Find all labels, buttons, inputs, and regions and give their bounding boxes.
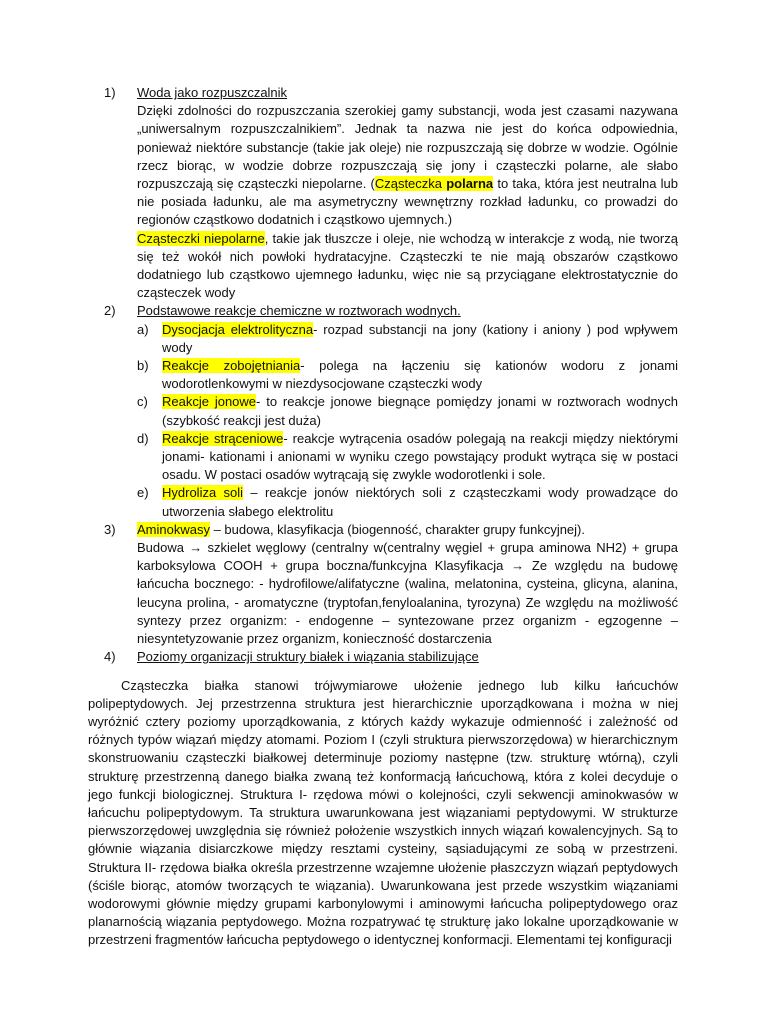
list-item-text [162,357,678,393]
highlighted-term-bold: polarna [446,176,494,192]
section-content [137,302,678,520]
highlighted-term: Aminokwasy [137,521,210,537]
section-heading: Woda jako rozpuszczalnik [137,85,288,100]
heading-text: – budowa, klasyfikacja (biogenność, charakter grupy funkcyjnej). [209,521,585,537]
section-paragraph [137,230,678,303]
highlighted-term: Reakcje jonowe [162,394,257,410]
list-item [137,430,678,485]
definition-text: - to reakcje jonowe biegnące pomiędzy jonami w roztworach wodnych (szybkość reakcji jest duża) [162,394,678,428]
definition-text: - polega na łączeniu się kationów wodoru z jonami wodorotlenkowymi w niezdysocjowane cząsteczki wody [162,358,678,392]
highlighted-term: Dysocjacja elektrolityczna [162,321,314,337]
section-heading: Podstawowe reakcje chemiczne w roztworach wodnych. [137,303,461,319]
list-letter: d) [137,430,149,446]
body-paragraph: Cząsteczka białka stanowi trójwymiarowe ułożenie jednego lub kilku łańcuchów polipeptydowych. Jej przestrzenna struktura jest hierarchicznie uporządkowana i można w niej wyróżnić cztery poziomy uporządkowania, z których każdy wykazuje odmienność i zależność od różnych typów wiązań między atomami. Poziom I (czyli struktura pierwszorzędowa) w hierarchicznym skonstruowaniu cząsteczki białkowej determinuje poziomy następne (tzw. strukturę wtórną), czyli strukturę przestrzenną danego białka zwaną też konformacją łańcuchową, która z kolei decyduje o jego funkcji biologicznej. Struktura I- rzędowa mówi o kolejności, czyli sekwencji aminokwasów w łańcuchu polipeptydowym. Ta struktura uwarunkowana jest wiązaniami peptydowymi. W strukturze pierwszorzędowej uwzględnia się również położenie wszystkich innych wiązań kowalencyjnych. Są to głównie wiązania disiarczkowe między resztami cysteiny, sąsiadującymi ze sobą w przestrzeni. Struktura II- rzędowa białka określa przestrzenne wzajemne ułożenie płaszczyzn wiązań peptydowych (ściśle biorąc, atomów tworzących te wiązania). Uwarunkowana jest przede wszystkim wiązaniami wodorowymi głównie między grupami karbonylowymi i aminowymi łańcucha polipeptydowego oraz planarnością wiązania peptydowego. Można rozpatrywać tę strukturę jako lokalne uporządkowanie w przestrzeni fragmentów łańcucha peptydowego o identycznej konformacji. Elementami tej konfiguracji [88,677,678,948]
list-letter: c) [137,394,148,410]
list-item-text [162,430,678,485]
section-heading [137,521,678,539]
list-item-text [162,321,678,357]
list-letter: b) [137,358,149,374]
section-4 [104,648,678,666]
definition-text: - reakcje wytrącenia osadów polegają na reakcji między niektórymi jonami- kationami i anionami w wyniku czego powstający produkt wytrąca się w postaci osadu. W postaci osadów wytrącają się zwykle wodorotlenki i sole. [162,430,678,483]
highlighted-term [375,176,493,191]
highlighted-term: Reakcje strąceniowe [162,430,284,446]
section-number: 4) [104,649,116,665]
definition-text: - rozpad substancji na jony (kationy i aniony ) pod wpływem wody [162,321,678,355]
list-letter: e) [137,485,149,501]
list-item-text [162,393,678,429]
section-content [137,521,678,648]
section-number: 3) [104,521,116,537]
section-paragraph [137,102,678,229]
list-item-text [162,484,678,520]
paragraph-text: , takie jak tłuszcze i oleje, nie wchodzą w interakcje z wodą, nie tworzą się też wokół nich powłoki hydratacyjne. Cząsteczki te nie mają obszarów cząstkowo dodatniego lub cząstkowo ujemnego ładunku, więc nie są przyciągane elektrostatycznie do cząsteczek wody [137,230,678,301]
paragraph-text: to taka, która jest neutralna lub nie posiada ładunku, ale ma asymetryczny wewnętrzny rozkład ładunku, co prowadzi do regionów cząstkowo dodatnich i cząstkowo ujemnych.) [137,176,678,228]
definition-text: – reakcje jonów niektórych soli z cząsteczkami wody prowadzące do utworzenia słabego elektrolitu [162,485,678,519]
list-item [137,321,678,357]
list-item [137,357,678,393]
section-heading: Poziomy organizacji struktury białek i wiązania stabilizujące [137,649,479,665]
highlighted-term: Reakcje zobojętniania [162,358,301,374]
section-2 [104,302,678,520]
section-number: 2) [104,303,116,319]
list-item [137,393,678,429]
list-item [137,484,678,520]
section-content [137,648,678,666]
highlighted-term: Cząsteczki niepolarne [137,230,265,246]
section-number: 1) [104,85,116,100]
highlighted-term: Hydroliza soli [162,485,244,501]
paragraph-text: Dzięki zdolności do rozpuszczania szerokiej gamy substancji, woda jest czasami nazywana „uniwersalnym rozpuszczalnikiem”. Jednak ta nazwa nie jest do końca odpowiednia, ponieważ niektóre substancje (takie jak oleje) nie rozpuszczają się dobrze w wodzie. Ogólnie rzecz biorąc, w wodzie dobrze rozpuszczają się jony i cząsteczki polarne, ale słabo rozpuszczają się cząsteczki niepolarne. ( [137,103,678,192]
highlighted-term-part: Cząsteczka [374,176,447,192]
section-1 [104,84,678,302]
section-paragraph: Budowa → szkielet węglowy (centralny w(centralny węgiel + grupa aminowa NH2) + grupa karboksylowa COOH + grupa boczna/funkcyjna Klasyfikacja → Ze względu na budowę łańcucha bocznego: - hydrofilowe/alifatyczne (walina, melatonina, cysteina, glicyna, alanina, leucyna prolina, - aromatyczne (tryptofan,fenyloalanina, tyrozyna) Ze względu na możliwość syntezy przez organizm: - endogenne – syntezowane przez organizm - egzogenne – niesyntetyzowanie przez organizm, konieczność dostarczenia [137,540,678,647]
section-content [137,84,678,302]
section-3 [104,521,678,648]
list-letter: a) [137,321,149,337]
